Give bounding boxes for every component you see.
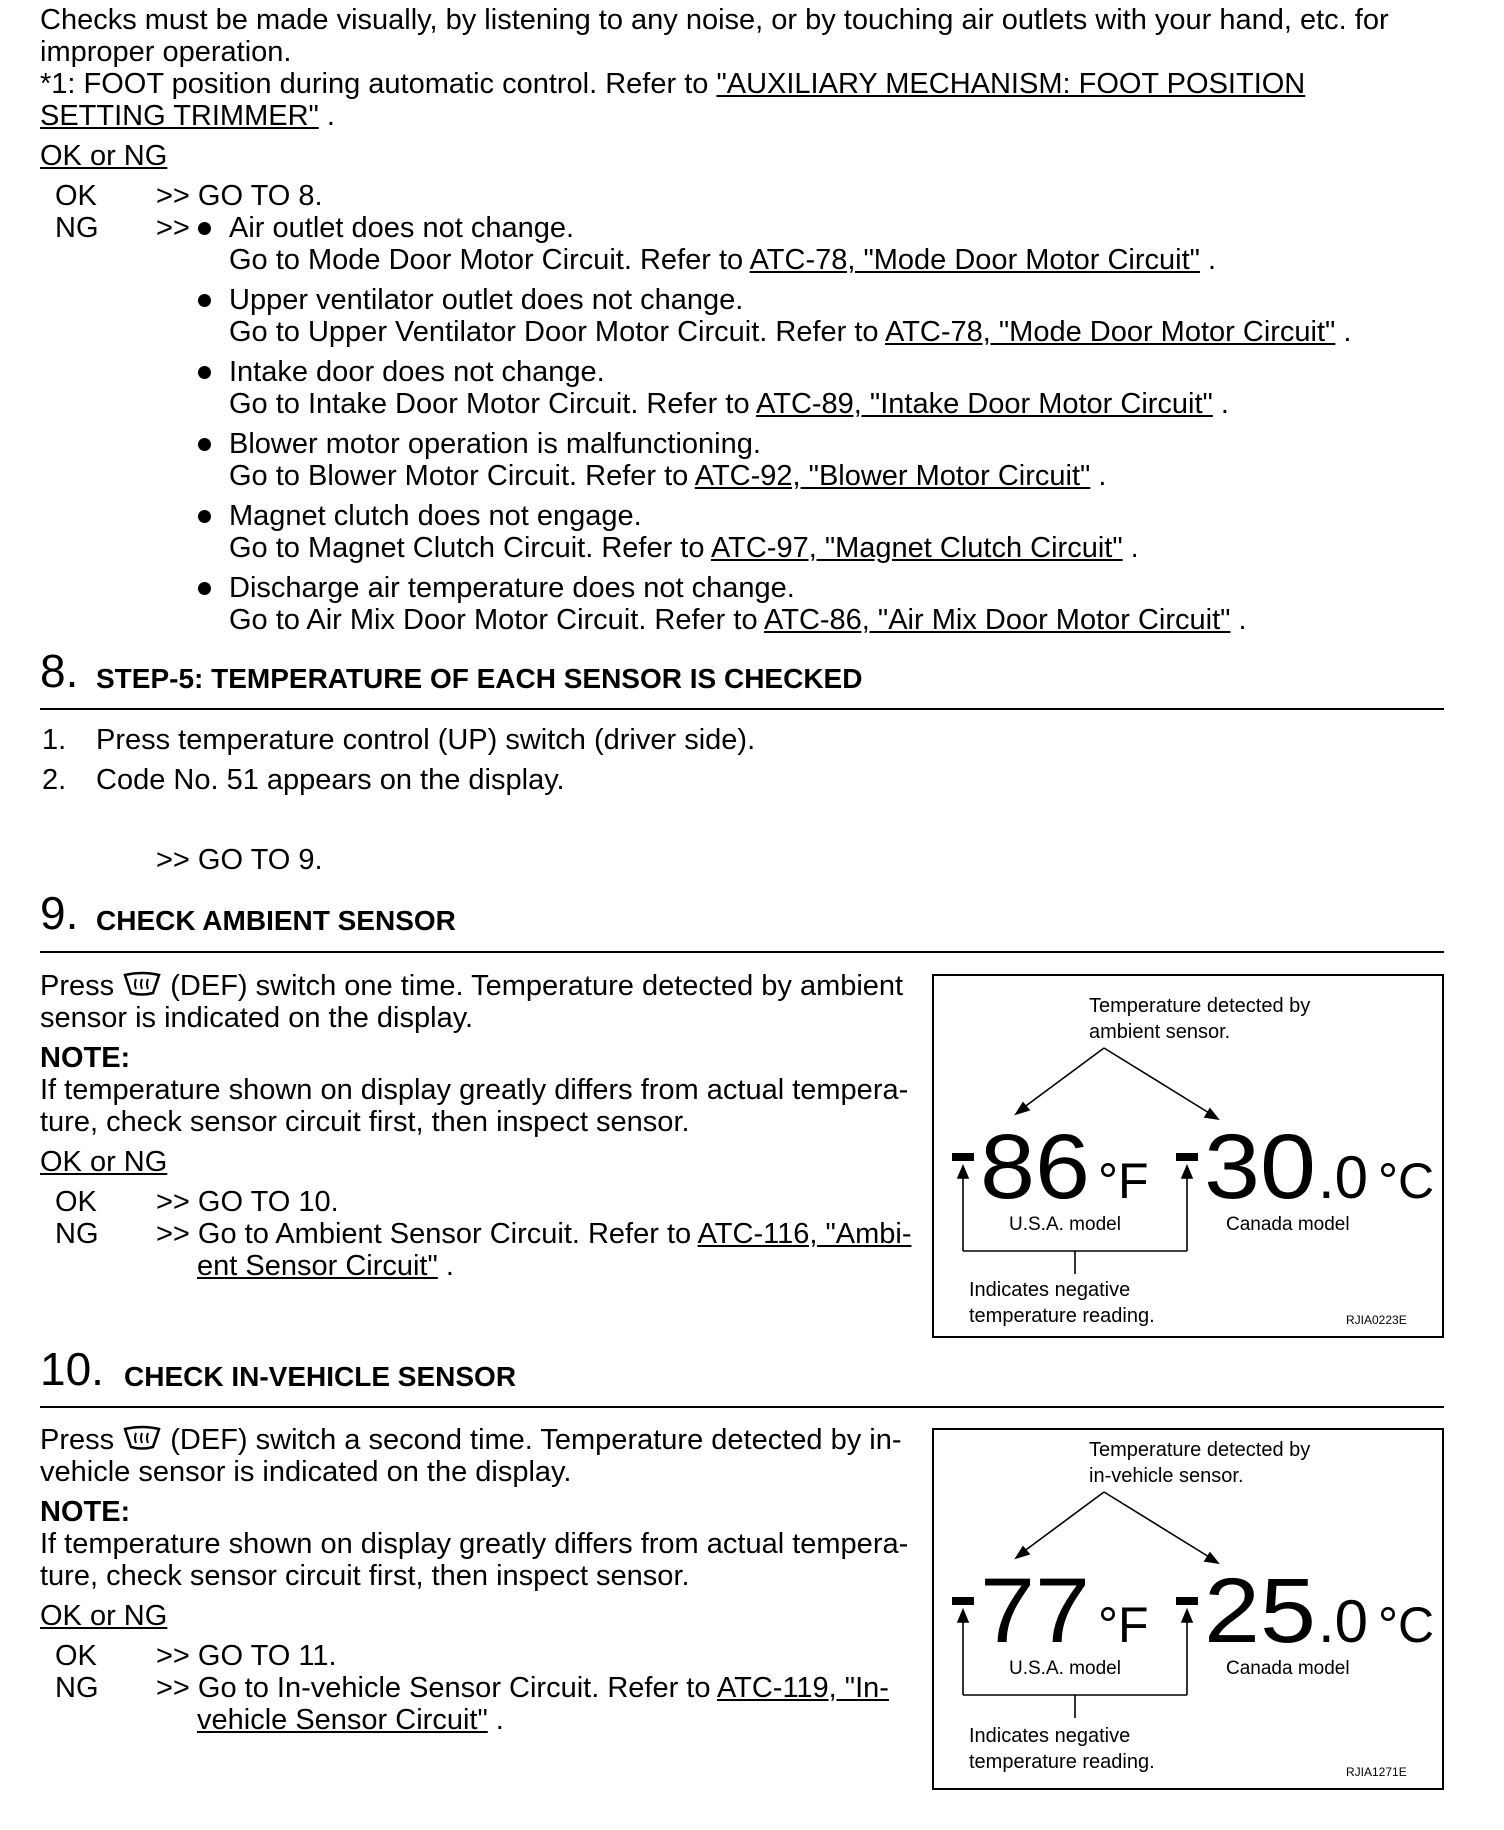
ng-item-ref-text: Go to Mode Door Motor Circuit. Refer to: [229, 244, 750, 276]
step9-ng-cont: [197, 1250, 454, 1282]
intake-door-motor-link[interactable]: ATC-89, "Intake Door Motor Circuit": [756, 388, 1213, 420]
celsius-decimal: .0: [1318, 1144, 1369, 1211]
press-label: Press: [40, 970, 115, 1002]
ng-item-ref-post: .: [1090, 460, 1107, 492]
def-switch-icon: [122, 1425, 162, 1458]
step10-note-label: NOTE:: [40, 1496, 131, 1528]
step9-body-1: [40, 970, 903, 1004]
step8-number: 8.: [40, 645, 79, 697]
air-mix-door-link[interactable]: ATC-86, "Air Mix Door Motor Circuit": [764, 604, 1231, 636]
ng-item-ref-text: Go to Air Mix Door Motor Circuit. Refer to: [229, 604, 765, 636]
bullet-icon: [198, 582, 211, 595]
step10-note-1: If temperature shown on display greatly differs from actual tempera-: [40, 1528, 909, 1560]
ng-item-ref-text: Go to Magnet Clutch Circuit. Refer to: [229, 532, 711, 564]
ng-item-ref: [229, 316, 1351, 348]
step9-note-2: ture, check sensor circuit first, then inspect sensor.: [40, 1106, 690, 1138]
step10-ng-cont: [197, 1704, 504, 1736]
figure-caption-1: Temperature detected by: [1089, 995, 1311, 1017]
step8-step-num: 1.: [42, 724, 67, 756]
celsius-value: 30: [1204, 1116, 1316, 1218]
in-vehicle-sensor-figure: [932, 1428, 1444, 1790]
step7-ng-label: NG: [55, 212, 99, 244]
step7-ok-text: >> GO TO 8.: [156, 180, 323, 212]
celsius-value: 25: [1204, 1560, 1316, 1662]
intro-line-1: Checks must be made visually, by listening to any noise, or by touching air outlets with your hand, etc. for: [40, 4, 1389, 36]
minus-sign-f: [952, 1597, 974, 1605]
celsius-unit: °C: [1378, 1597, 1435, 1653]
usa-model-label: U.S.A. model: [1009, 1658, 1121, 1679]
intro-line-2: improper operation.: [40, 36, 292, 68]
figure-code: RJIA1271E: [1346, 1765, 1407, 1779]
negative-caption-2: temperature reading.: [969, 1751, 1155, 1773]
figure-caption-2: in-vehicle sensor.: [1089, 1465, 1244, 1487]
ng-item-title: Upper ventilator outlet does not change.: [229, 284, 744, 316]
fahrenheit-unit: °F: [1098, 1597, 1149, 1653]
step8-step-text: Code No. 51 appears on the display.: [96, 764, 565, 796]
canada-model-label: Canada model: [1226, 1658, 1350, 1679]
step7-ok-or-ng: OK or NG: [40, 140, 168, 172]
ng-item-ref-text: Go to Upper Ventilator Door Motor Circuit. Refer to: [229, 316, 885, 348]
step10-body-1: [40, 1424, 901, 1458]
step8-goto: >> GO TO 9.: [156, 844, 323, 876]
step9-note-1: If temperature shown on display greatly differs from actual tempera-: [40, 1074, 909, 1106]
foot-position-link-a[interactable]: "AUXILIARY MECHANISM: FOOT POSITION: [716, 68, 1306, 100]
intro-note-prefix: *1: FOOT position during automatic control. Refer to: [40, 68, 717, 100]
usa-model-label: U.S.A. model: [1009, 1214, 1121, 1235]
step8-step-num: 2.: [42, 764, 67, 796]
intro-note: [40, 68, 1305, 100]
ambient-sensor-link-a[interactable]: ATC-116, "Ambi-: [697, 1218, 912, 1250]
step7-ok-label: OK: [55, 180, 97, 212]
ng-item-title: Intake door does not change.: [229, 356, 605, 388]
ng-item-ref: [229, 460, 1106, 492]
step9-body-1-rest: (DEF) switch one time. Temperature detected by ambient: [170, 970, 904, 1002]
negative-caption-1: Indicates negative: [969, 1279, 1131, 1301]
step9-body-2: sensor is indicated on the display.: [40, 1002, 474, 1034]
step10-note-2: ture, check sensor circuit first, then inspect sensor.: [40, 1560, 690, 1592]
step10-ng-post: .: [487, 1704, 504, 1736]
foot-position-link-b[interactable]: SETTING TRIMMER": [40, 100, 319, 132]
canada-model-label: Canada model: [1226, 1214, 1350, 1235]
step10-ok-text: >> GO TO 11.: [156, 1640, 337, 1672]
ng-item-ref: [229, 604, 1247, 636]
step8-title: STEP-5: TEMPERATURE OF EACH SENSOR IS CHECKED: [96, 663, 863, 694]
step7-ng-arrow: >>: [156, 212, 190, 244]
ng-item-ref-post: .: [1199, 244, 1217, 276]
ng-item-ref: [229, 388, 1229, 420]
negative-caption-2: temperature reading.: [969, 1305, 1155, 1327]
step9-ok-text: >> GO TO 10.: [156, 1186, 339, 1218]
fahrenheit-value: 77: [980, 1560, 1090, 1662]
press-label: Press: [40, 1424, 115, 1456]
figure-code: RJIA0223E: [1346, 1313, 1407, 1327]
step9-ok-label: OK: [55, 1186, 97, 1218]
step10-number: 10.: [40, 1343, 104, 1395]
celsius-decimal: .0: [1318, 1588, 1369, 1655]
ng-item-ref-post: .: [1212, 388, 1229, 420]
step9-rule: [40, 951, 1444, 953]
bullet-icon: [198, 366, 211, 379]
ng-item-ref-post: .: [1230, 604, 1247, 636]
intro-note-suffix: .: [318, 100, 335, 132]
figure-caption-1: Temperature detected by: [1089, 1439, 1311, 1461]
bullet-icon: [198, 438, 211, 451]
step9-ng-pre: >> Go to Ambient Sensor Circuit. Refer to: [156, 1218, 698, 1250]
negative-caption-1: Indicates negative: [969, 1725, 1131, 1747]
pointer-arrows: [1016, 1048, 1218, 1119]
ng-item-title: Magnet clutch does not engage.: [229, 500, 642, 532]
step9-ng-text: [156, 1218, 911, 1250]
step8-rule: [40, 708, 1444, 710]
step9-title: CHECK AMBIENT SENSOR: [96, 905, 456, 936]
blower-motor-link[interactable]: ATC-92, "Blower Motor Circuit": [694, 460, 1091, 492]
ng-item-ref: [229, 532, 1139, 564]
magnet-clutch-link[interactable]: ATC-97, "Magnet Clutch Circuit": [710, 532, 1123, 564]
bullet-icon: [198, 222, 211, 235]
step10-title: CHECK IN-VEHICLE SENSOR: [124, 1361, 517, 1392]
ambient-sensor-figure: [932, 974, 1444, 1338]
in-vehicle-sensor-link-a[interactable]: ATC-119, "In-: [716, 1672, 889, 1704]
upper-ventilator-link[interactable]: ATC-78, "Mode Door Motor Circuit": [885, 316, 1336, 348]
bullet-icon: [198, 510, 211, 523]
minus-sign-c: [1176, 1153, 1198, 1161]
step10-ok-or-ng: OK or NG: [40, 1600, 168, 1632]
pointer-arrows: [1016, 1492, 1218, 1563]
ng-item-ref-text: Go to Intake Door Motor Circuit. Refer to: [229, 388, 757, 420]
step9-number: 9.: [40, 887, 79, 939]
step9-ok-or-ng: OK or NG: [40, 1146, 168, 1178]
ambient-sensor-link-b[interactable]: ent Sensor Circuit": [197, 1250, 438, 1282]
ng-item-title: Discharge air temperature does not change.: [229, 572, 795, 604]
step9-note-label: NOTE:: [40, 1042, 131, 1074]
minus-sign-c: [1176, 1597, 1198, 1605]
step10-rule: [40, 1406, 1444, 1408]
def-switch-icon: [122, 971, 162, 1004]
minus-sign-f: [952, 1153, 974, 1161]
ng-item-ref-post: .: [1122, 532, 1139, 564]
intro-note-cont: [40, 100, 335, 132]
step8-step-text: Press temperature control (UP) switch (driver side).: [96, 724, 756, 756]
step9-ng-label: NG: [55, 1218, 99, 1250]
figure-caption-2: ambient sensor.: [1089, 1021, 1231, 1043]
step10-body-2: vehicle sensor is indicated on the display.: [40, 1456, 572, 1488]
step10-ng-label: NG: [55, 1672, 99, 1704]
fahrenheit-value: 86: [980, 1116, 1090, 1218]
bullet-icon: [198, 294, 211, 307]
step9-ng-post: .: [437, 1250, 454, 1282]
step10-ng-text: [156, 1672, 889, 1704]
ng-item-title: Blower motor operation is malfunctioning.: [229, 428, 761, 460]
ng-item-ref: [229, 244, 1216, 276]
ng-item-title: Air outlet does not change.: [229, 212, 575, 244]
ng-item-ref-text: Go to Blower Motor Circuit. Refer to: [229, 460, 695, 492]
celsius-unit: °C: [1378, 1153, 1435, 1209]
foot-position-link-underline: [1320, 68, 1442, 98]
step10-body-1-rest: (DEF) switch a second time. Temperature detected by in-: [170, 1424, 902, 1456]
fahrenheit-unit: °F: [1098, 1153, 1149, 1209]
step10-ok-label: OK: [55, 1640, 97, 1672]
ng-item-ref-post: .: [1335, 316, 1352, 348]
mode-door-motor-link[interactable]: ATC-78, "Mode Door Motor Circuit": [749, 244, 1200, 276]
in-vehicle-sensor-link-b[interactable]: vehicle Sensor Circuit": [197, 1704, 488, 1736]
step10-ng-pre: >> Go to In-vehicle Sensor Circuit. Refer to: [156, 1672, 717, 1704]
